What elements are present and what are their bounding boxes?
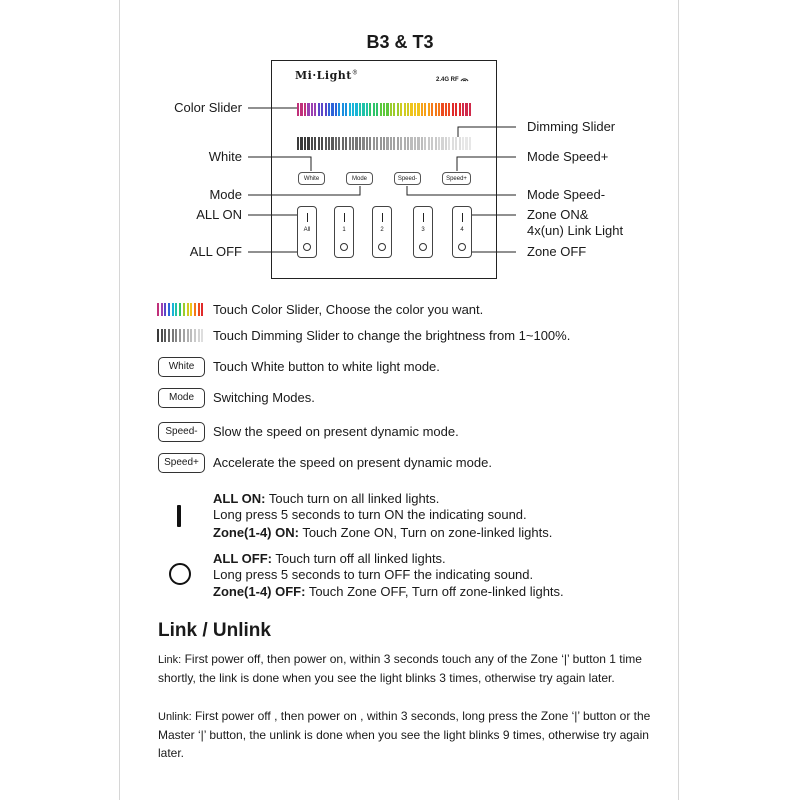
slider-segment xyxy=(172,329,174,342)
unlink-text: First power off , then power on , within 3 seconds, long press the Zone ‘|’ button or the Master ‘|’ button, the unlink is done when you see the light blinks 9 times, otherwise try again later. xyxy=(158,709,651,760)
slider-segment xyxy=(168,303,170,316)
slider-segment xyxy=(201,303,203,316)
speed-minus-button[interactable]: Speed- xyxy=(394,172,421,185)
on-desc-label: ALL ON: xyxy=(213,491,266,506)
legend-speed-minus-button: Speed- xyxy=(158,422,205,442)
legend-color-text: Touch Color Slider, Choose the color you want. xyxy=(213,302,484,317)
on-symbol-icon xyxy=(177,505,181,527)
registered-mark: ® xyxy=(351,69,359,77)
legend-speed-minus-text: Slow the speed on present dynamic mode. xyxy=(213,424,459,439)
off-desc-text: Touch turn off all linked lights. xyxy=(271,551,446,566)
off-desc-label: ALL OFF: xyxy=(213,551,272,566)
zone-on-desc-label: Zone(1-4) ON: xyxy=(213,525,299,540)
zone-label: All xyxy=(303,227,311,233)
off-desc-line2: Long press 5 seconds to turn OFF the indicating sound. xyxy=(213,567,534,582)
mode-button[interactable]: Mode xyxy=(346,172,373,185)
callout-zone-on-line2: 4x(un) Link Light xyxy=(527,223,624,238)
on-desc-line2: Long press 5 seconds to turn ON the indicating sound. xyxy=(213,507,527,522)
callout-color-slider: Color Slider xyxy=(174,100,242,115)
zone-label: 3 xyxy=(421,227,425,233)
slider-segment xyxy=(164,303,166,316)
slider-segment xyxy=(187,303,189,316)
zone-off-desc-text: Touch Zone OFF, Turn off zone-linked lights. xyxy=(305,584,564,599)
speed-plus-button[interactable]: Speed+ xyxy=(442,172,471,185)
legend-white-button: White xyxy=(158,357,205,377)
zone-label: 1 xyxy=(342,227,346,233)
dimming-slider-icon xyxy=(157,329,205,342)
slider-segment xyxy=(183,329,185,342)
callout-mode-speed-minus: Mode Speed- xyxy=(527,187,606,202)
rf-label: 2.4G RF xyxy=(436,75,469,83)
callout-all-on: ALL ON xyxy=(196,207,242,222)
on-desc-line3 xyxy=(213,525,552,541)
slider-segment xyxy=(161,303,163,316)
slider-segment xyxy=(168,329,170,342)
slider-segment xyxy=(190,329,192,342)
zone-off-desc-label: Zone(1-4) OFF: xyxy=(213,584,306,599)
slider-segment xyxy=(157,329,159,342)
legend-dimming-text: Touch Dimming Slider to change the brightness from 1~100%. xyxy=(213,328,571,343)
slider-segment xyxy=(175,303,177,316)
on-desc-line1 xyxy=(213,491,439,507)
slider-segment xyxy=(194,329,196,342)
off-symbol-icon xyxy=(169,563,191,585)
callout-white: White xyxy=(208,149,242,164)
zone-label: 4 xyxy=(460,227,464,233)
legend-white-text: Touch White button to white light mode. xyxy=(213,359,440,374)
slider-segment xyxy=(198,303,200,316)
slider-segment xyxy=(179,303,181,316)
callout-all-off: ALL OFF xyxy=(189,244,242,259)
link-unlink-heading: Link / Unlink xyxy=(158,620,271,641)
white-button[interactable]: White xyxy=(298,172,325,185)
brand-name: Mi·Light xyxy=(295,69,352,82)
slider-segment xyxy=(201,329,203,342)
link-text: First power off, then power on, within 3 seconds touch any of the Zone ‘|’ button 1 time shortly, the link is done when you see the light blinks 3 times, otherwise try again later. xyxy=(158,652,642,685)
legend-speed-plus-button: Speed+ xyxy=(158,453,205,473)
page-title: B3 & T3 xyxy=(366,32,434,52)
slider-segment xyxy=(164,329,166,342)
slider-segment xyxy=(183,303,185,316)
slider-segment xyxy=(179,329,181,342)
zone-label: 2 xyxy=(380,227,384,233)
link-lead: Link: xyxy=(158,654,182,666)
callout-zone-on-line1: Zone ON& xyxy=(527,207,589,222)
legend-mode-button: Mode xyxy=(158,388,205,408)
link-paragraph xyxy=(158,650,658,687)
zone-on-desc-text: Touch Zone ON, Turn on zone-linked lights. xyxy=(298,525,553,540)
slider-segment xyxy=(161,329,163,342)
slider-segment xyxy=(190,303,192,316)
slider-segment xyxy=(175,329,177,342)
legend-mode-text: Switching Modes. xyxy=(213,390,315,405)
callout-zone-off: Zone OFF xyxy=(527,244,587,259)
slider-segment xyxy=(194,303,196,316)
off-desc-line3 xyxy=(213,584,564,600)
unlink-paragraph xyxy=(158,707,658,762)
slider-segment xyxy=(172,303,174,316)
slider-segment xyxy=(187,329,189,342)
slider-segment xyxy=(198,329,200,342)
callout-mode: Mode xyxy=(209,187,242,202)
off-desc-line1 xyxy=(213,551,446,567)
unlink-lead: Unlink: xyxy=(158,711,192,723)
on-desc-text: Touch turn on all linked lights. xyxy=(265,491,440,506)
color-slider-icon xyxy=(157,303,205,316)
callout-mode-speed-plus: Mode Speed+ xyxy=(527,149,609,164)
legend-speed-plus-text: Accelerate the speed on present dynamic mode. xyxy=(213,455,492,470)
callout-dimming-slider: Dimming Slider xyxy=(527,119,616,134)
slider-segment xyxy=(157,303,159,316)
